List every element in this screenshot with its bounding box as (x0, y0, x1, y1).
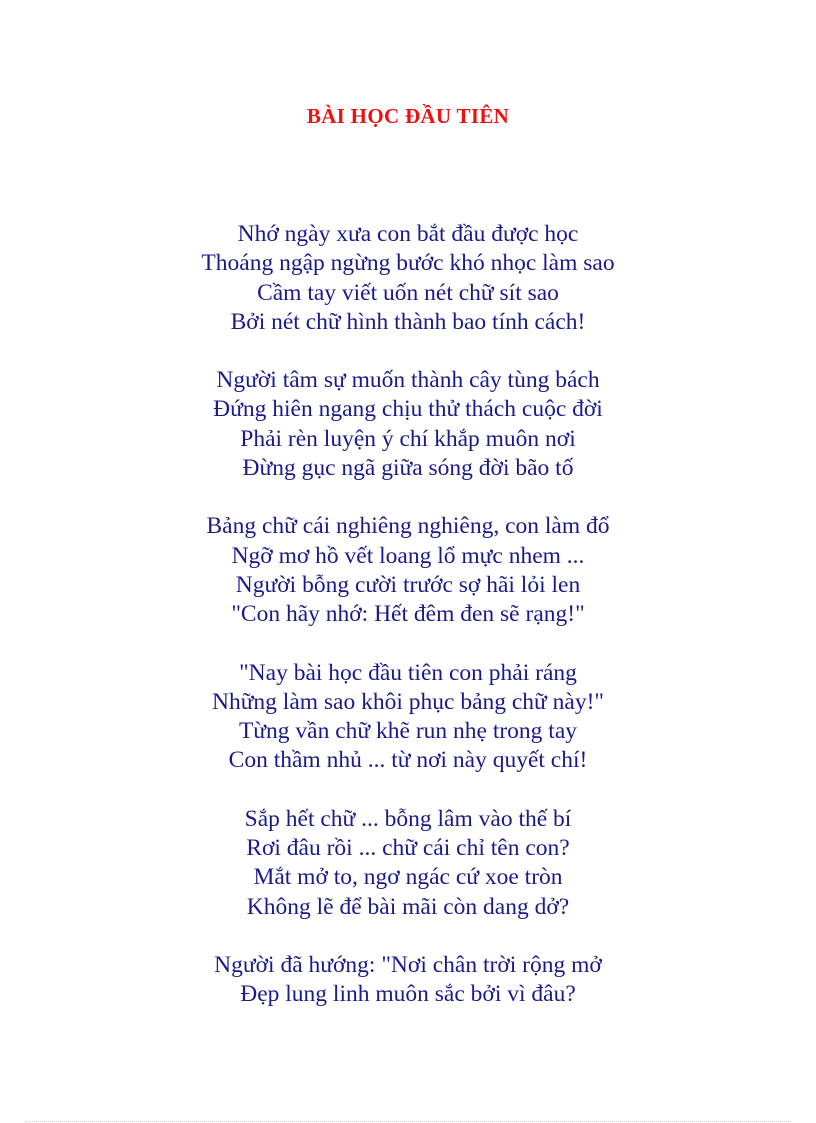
poem-line: Mắt mở to, ngơ ngác cứ xoe tròn (253, 864, 563, 891)
poem-line: Nhớ ngày xưa con bắt đầu được học (237, 221, 579, 247)
poem-line: Rơi đâu rồi ... chữ cái chỉ tên con? (246, 835, 570, 862)
poem-line: "Con hãy nhớ: Hết đêm đen sẽ rạng!" (231, 601, 585, 628)
stanza-5 (0, 805, 816, 922)
poem-line: Từng vần chữ khẽ run nhẹ trong tay (238, 718, 578, 745)
poem-line: Người bỗng cười trước sợ hãi lỏi len (235, 571, 581, 598)
stanza-1 (0, 220, 816, 337)
poem-line: Đứng hiên ngang chịu thử thách cuộc đời (213, 396, 603, 423)
poem-line: Không lẽ để bài mãi còn dang dở? (246, 893, 570, 920)
poem-line: Người đã hướng: "Nơi chân trời rộng mở (214, 951, 602, 978)
poem-line: Phải rèn luyện ý chí khắp muôn nơi (240, 425, 576, 452)
stanza-4 (0, 659, 816, 776)
poem-line: Con thầm nhủ ... từ nơi này quyết chí! (228, 747, 588, 774)
poem-line: Đẹp lung linh muôn sắc bởi vì đâu? (240, 981, 576, 1008)
poem-title: BÀI HỌC ĐẦU TIÊN (306, 104, 510, 128)
poem-line: Người tâm sự muốn thành cây tùng bách (216, 367, 600, 394)
poem-line: Đừng gục ngã giữa sóng đời bão tố (242, 455, 574, 482)
poem-line: Thoáng ngập ngừng bước khó nhọc làm sao (201, 250, 615, 277)
stanza-6 (0, 951, 816, 1010)
page-bottom-divider (25, 1121, 791, 1122)
poem-line: Sắp hết chữ ... bỗng lâm vào thế bí (244, 805, 572, 832)
poem-line: Ngỡ mơ hồ vết loang lổ mực nhem ... (231, 542, 585, 569)
stanza-3 (0, 512, 816, 629)
poem-line: Cầm tay viết uốn nét chữ sít sao (257, 279, 559, 306)
poem-body (0, 220, 816, 1039)
poem-line: Bởi nét chữ hình thành bao tính cách! (230, 308, 586, 335)
poem-line: "Nay bài học đầu tiên con phải ráng (239, 659, 577, 686)
poem-line: Những làm sao khôi phục bảng chữ này!" (211, 688, 605, 715)
stanza-2 (0, 366, 816, 483)
poem-line: Bảng chữ cái nghiêng nghiêng, con làm đổ (206, 513, 610, 540)
